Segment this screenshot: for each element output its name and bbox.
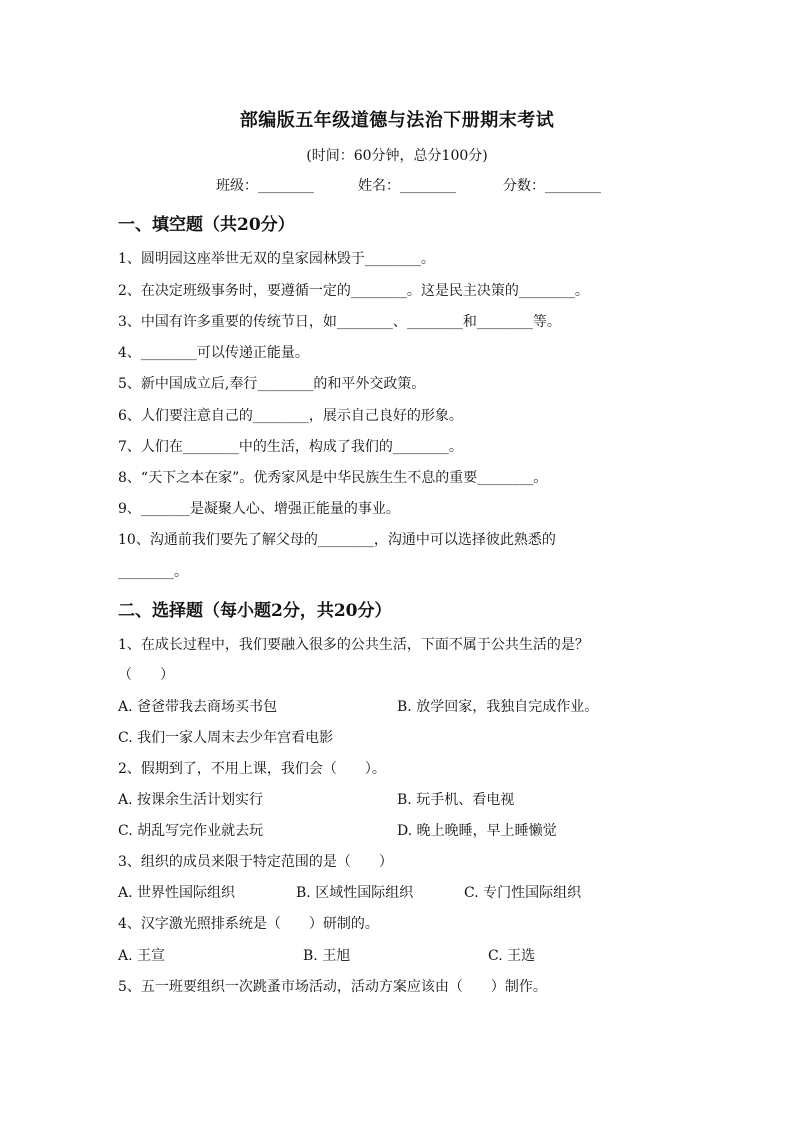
section-fill-in-title: 一、填空题（共20分） bbox=[118, 215, 295, 235]
fill-question-6: 6、人们要注意自己的________，展示自己良好的形象。 bbox=[118, 408, 463, 424]
fill-question-3: 3、中国有许多重要的传统节日，如________、________和________等。 bbox=[118, 314, 561, 330]
option-c: C. 胡乱写完作业就去玩 bbox=[118, 823, 264, 839]
option-b: B. 玩手机、看电视 bbox=[397, 792, 515, 808]
choice-question-2-options-row-1 bbox=[118, 789, 678, 809]
fill-question-10: 10、沟通前我们要先了解父母的________，沟通中可以选择彼此熟悉的 bbox=[118, 532, 556, 548]
choice-question-2-options-row-2 bbox=[118, 820, 678, 840]
fill-question-9: 9、_______是凝聚人心、增强正能量的事业。 bbox=[118, 501, 400, 517]
fill-question-1: 1、圆明园这座举世无双的皇家园林毁于________。 bbox=[118, 251, 435, 267]
option-a: A. 世界性国际组织 bbox=[118, 885, 236, 901]
fill-question-10-continued: ________。 bbox=[118, 564, 188, 580]
choice-question-2: 2、假期到了，不用上课，我们会（ ）。 bbox=[118, 761, 386, 777]
option-d: D. 晚上晚睡，早上睡懒觉 bbox=[397, 823, 557, 839]
fill-question-2: 2、在决定班级事务时，要遵循一定的________。这是民主决策的________。 bbox=[118, 283, 589, 299]
choice-question-4: 4、汉字激光照排系统是（ ）研制的。 bbox=[118, 916, 379, 932]
choice-question-1-paren: （ ） bbox=[118, 667, 174, 683]
choice-question-5: 5、五一班要组织一次跳蚤市场活动，活动方案应该由（ ）制作。 bbox=[118, 979, 547, 995]
option-b: B. 放学回家，我独自完成作业。 bbox=[397, 699, 599, 715]
option-a: A. 爸爸带我去商场买书包 bbox=[118, 699, 278, 715]
fill-question-4: 4、________可以传递正能量。 bbox=[118, 345, 309, 361]
fill-question-8: 8、“天下之本在家”。优秀家风是中华民族生生不息的重要________。 bbox=[118, 470, 548, 486]
name-field: 姓名：________ bbox=[358, 178, 456, 194]
choice-question-3: 3、组织的成员来限于特定范围的是（ ） bbox=[118, 854, 393, 870]
choice-question-1: 1、在成长过程中，我们要融入很多的公共生活，下面不属于公共生活的是？ bbox=[118, 637, 589, 653]
option-b: B. 王旭 bbox=[303, 948, 351, 964]
choice-question-1-options-row-1 bbox=[118, 696, 678, 716]
choice-question-4-options bbox=[118, 945, 678, 965]
exam-title: 部编版五年级道德与法治下册期末考试 bbox=[239, 110, 555, 131]
class-field: 班级：________ bbox=[216, 178, 314, 194]
option-a: A. 王宣 bbox=[118, 948, 166, 964]
section-choice-title: 二、选择题（每小题2分，共20分） bbox=[118, 601, 392, 621]
option-a: A. 按课余生活计划实行 bbox=[118, 792, 264, 808]
fill-question-7: 7、人们在________中的生活，构成了我们的________。 bbox=[118, 439, 463, 455]
option-c: C. 我们一家人周末去少年宫看电影 bbox=[118, 730, 334, 746]
option-b: B. 区域性国际组织 bbox=[296, 885, 414, 901]
option-c: C. 王选 bbox=[488, 948, 536, 964]
choice-question-3-options bbox=[118, 882, 678, 902]
option-c: C. 专门性国际组织 bbox=[464, 885, 582, 901]
fill-question-5: 5、新中国成立后,奉行________的和平外交政策。 bbox=[118, 376, 426, 392]
score-field: 分数：________ bbox=[503, 178, 601, 194]
exam-subtitle: (时间：60分钟，总分100分) bbox=[306, 148, 488, 164]
